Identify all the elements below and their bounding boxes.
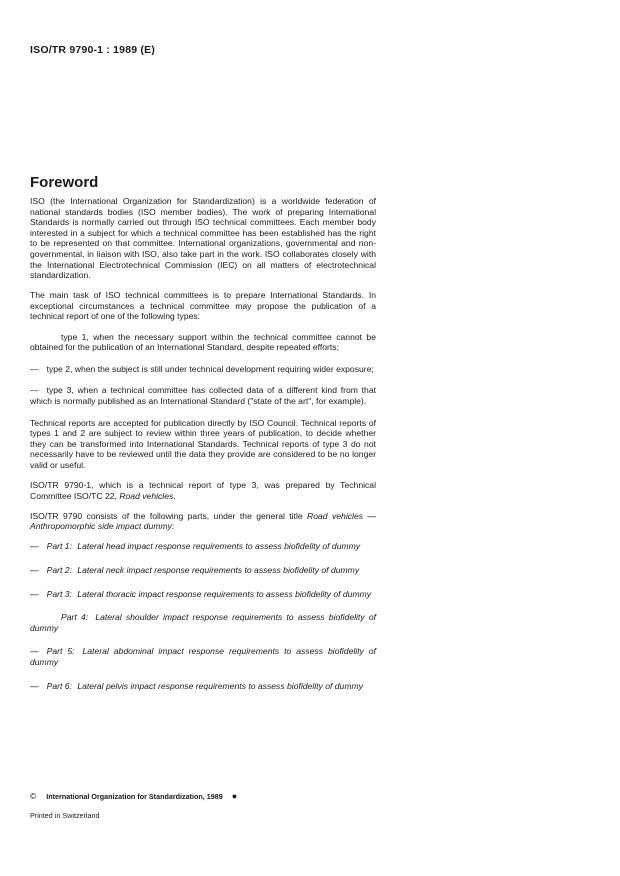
paragraph-parts-intro: ISO/TR 9790 consists of the following parts, under the general title Road vehicles — Anthropomorphic side impact dummy: (30, 510, 376, 532)
page-header: ISO/TR 9790-1 : 1989 (E) (30, 44, 156, 56)
dash-marker: — (30, 588, 39, 599)
page-title: Foreword (30, 174, 99, 191)
part-item-2 (30, 565, 376, 576)
part-number: Part 6: (46, 680, 72, 691)
paragraph-technical-reports: Technical reports are accepted for publication directly by ISO Council. Technical reports of types 1 and 2 are subject to review within three years of publication, to decide whether they can be transformed into International Standards. Technical reports of type 3 do not necessarily have to be reviewed until the data they provide are considered to be no longer valid or useful. (30, 417, 376, 470)
part-item-1 (30, 541, 376, 552)
part-title: Lateral abdominal impact response requirements to assess biofidelity of dummy (30, 646, 376, 667)
part-title: Lateral shoulder impact response requirements to assess biofidelity of dummy (30, 612, 376, 633)
part-number: Part 5: (46, 646, 75, 657)
dash-marker: — (30, 680, 39, 691)
part-number: Part 3: (46, 588, 72, 599)
list-item-type-3 (30, 385, 376, 406)
part-title: Lateral pelvis impact response requirements to assess biofidelity of dummy (77, 680, 363, 691)
paragraph-preparation: ISO/TR 9790-1, which is a technical report of type 3, was prepared by Technical Committee ISO/TC 22, Road vehicles. (30, 479, 376, 501)
list-item-type-2 (30, 364, 376, 375)
dash-marker: — (30, 541, 39, 552)
part-number: Part 1: (46, 541, 72, 552)
dash-marker: — (30, 646, 39, 657)
paragraph-main-task: The main task of ISO technical committees is to prepare International Standards. In exceptional circumstances a technical committee may propose the publication of a technical report of one of the following types: (30, 290, 376, 322)
list-item-type-1 (30, 332, 376, 353)
dash-marker: — (30, 385, 39, 396)
dash-marker: — (30, 564, 39, 575)
part-title: Lateral head impact response requirements to assess biofidelity of dummy (77, 541, 361, 552)
foreword-body (30, 196, 376, 704)
bullet-icon: ● (231, 791, 238, 801)
list-item-text: type 3, when a technical committee has collected data of a different kind from that which is normally published as an International Standard ("state of the art", for example). (30, 385, 376, 406)
list-item-text: type 1, when the necessary support within the technical committee cannot be obtained for the publication of an International Standard, despite repeated efforts; (30, 331, 376, 353)
printed-in: Printed in Switzerland (30, 811, 100, 820)
paragraph-iso-intro: ISO (the International Organization for Standardization) is a worldwide federation of national standards bodies (ISO member bodies). The work of preparing International Standards is normally carried out through ISO technical committees. Each member body interested in a subject for which a technical committee has been established has the right to be represented on that committee. International organizations, governmental and non-governmental, in liaison with ISO, also take part in the work. ISO collaborates closely with the International Electrotechnical Commission (IEC) on all matters of electrotechnical standardization. (30, 196, 376, 281)
list-item-text: type 2, when the subject is still under technical development requiring wider exposure; (46, 363, 374, 374)
part-number: Part 2: (46, 564, 72, 575)
part-title: Lateral thoracic impact response requirements to assess biofidelity of dummy (77, 588, 372, 599)
copyright-icon: © (30, 791, 37, 801)
part-item-4 (30, 612, 376, 633)
part-item-5 (30, 646, 376, 667)
part-item-6 (30, 681, 376, 692)
part-item-3 (30, 589, 376, 600)
dash-marker: — (30, 363, 39, 374)
part-number: Part 4: (61, 612, 89, 623)
copyright-line (30, 791, 237, 801)
copyright-text: International Organization for Standardization, 1989 (46, 791, 223, 801)
part-title: Lateral neck impact response requirements to assess biofidelity of dummy (77, 564, 360, 575)
